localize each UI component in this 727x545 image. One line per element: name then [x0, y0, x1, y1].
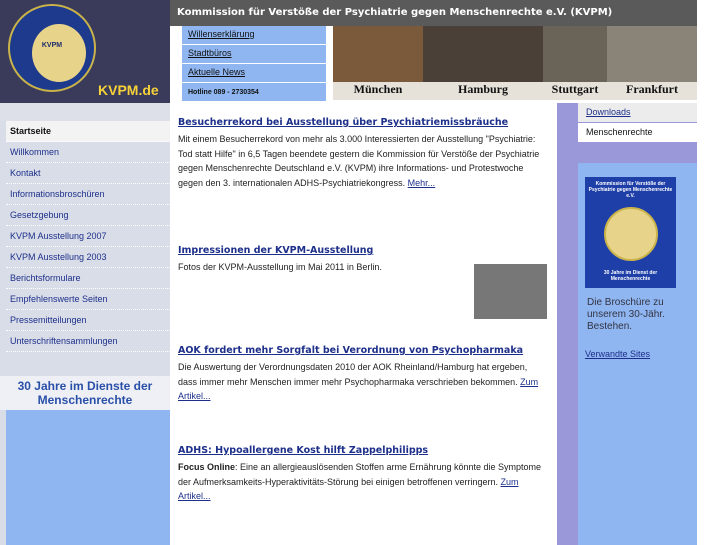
brochure-cover[interactable] — [585, 177, 676, 288]
nav-item-willkommen[interactable]: Willkommen — [6, 142, 170, 163]
brochure-bottom-text: 30 Jahre im Dienst der Menschenrechte — [603, 270, 658, 282]
photo-frankfurt — [607, 26, 697, 82]
brochure-top-text: Kommission für Verstöße der Psychiatrie gegen Menschenrechte e.V. — [588, 181, 673, 199]
nav-item-informationsbroschueren[interactable]: Informationsbroschüren — [6, 184, 170, 205]
top-link-aktuelle-news[interactable]: Aktuelle News — [182, 64, 326, 83]
hotline: Hotline 089 - 2730354 — [188, 89, 259, 96]
photo-muenchen — [333, 26, 423, 82]
nav-item-unterschriftensammlungen[interactable]: Unterschriftensammlungen — [6, 331, 170, 352]
article-text: Mit einem Besucherrekord von mehr als 3.000 Interessierten der Ausstellung "Psychiatrie: Tod statt Hilfe" in 6,5 Tagen beendete gestern die Kommission für Verstöße der Psychiatrie gegen Menschenrechte Deutschland e.V. (KVPM) ihre Informations- und Protestwoche gegen den 3. internationalen ADHS-Psychiatriekongress. — [178, 134, 540, 188]
anniversary-banner: 30 Jahre im Dienste der Menschenrechte — [0, 376, 170, 410]
article-text: Die Auswertung der Verordnungsdaten 2010 der AOK Rheinland/Hamburg hat ergeben, dass immer mehr Menschen immer mehr Psychopharmaka verschrieben bekommen. — [178, 362, 528, 387]
nav-item-gesetzgebung[interactable]: Gesetzgebung — [6, 205, 170, 226]
article-title[interactable]: ADHS: Hypoallergene Kost hilft Zappelphilipps — [178, 445, 429, 456]
far-right-strip — [697, 103, 727, 545]
nav-item-berichtsformulare[interactable]: Berichtsformulare — [6, 268, 170, 289]
nav-item-kontakt[interactable]: Kontakt — [6, 163, 170, 184]
right-links — [578, 103, 697, 143]
top-link-willenserklaerung[interactable]: Willenserklärung — [182, 26, 326, 45]
seal-text: KVPM — [41, 42, 63, 49]
seal-scales-icon — [32, 24, 86, 82]
article-aok — [178, 345, 548, 404]
article-source: Focus Online — [178, 462, 236, 472]
nav-item-ausstellung-2007[interactable]: KVPM Ausstellung 2007 — [6, 226, 170, 247]
city-muenchen[interactable]: München — [333, 82, 423, 100]
city-photos-banner — [333, 26, 697, 100]
left-top-band — [0, 103, 170, 121]
related-sites-link[interactable]: Verwandte Sites — [585, 349, 651, 359]
top-links — [182, 26, 326, 101]
menschenrechte-link[interactable]: Menschenrechte — [578, 123, 697, 143]
city-stuttgart[interactable]: Stuttgart — [543, 82, 607, 100]
exhibition-photo[interactable] — [474, 264, 547, 319]
article-adhs — [178, 445, 548, 504]
read-more-link[interactable]: Zum Artikel... — [178, 376, 539, 401]
nav-item-pressemitteilungen[interactable]: Pressemitteilungen — [6, 310, 170, 331]
nav-item-empfehlenswerte-seiten[interactable]: Empfehlenswerte Seiten — [6, 289, 170, 310]
site-name: KVPM.de — [98, 82, 159, 98]
logo-area — [0, 0, 170, 103]
downloads-link[interactable]: Downloads — [578, 103, 697, 123]
article-besucherrekord — [178, 117, 548, 190]
photo-stuttgart — [543, 26, 607, 82]
header-right-strip — [697, 0, 727, 103]
article-body — [178, 132, 548, 190]
brochure-seal-icon — [604, 207, 658, 261]
article-text: Fotos der KVPM-Ausstellung im Mai 2011 in Berlin. — [178, 262, 382, 272]
site-title: Kommission für Verstöße der Psychiatrie gegen Menschenrechte e.V. (KVPM) — [170, 0, 697, 26]
read-more-link[interactable]: Mehr... — [407, 177, 436, 188]
article-text: : Eine an allergieauslösenden Stoffen arme Ernährung könnte die Symptome der Aufmerksamkeits-Hyperaktivitäts-Störung bei einigen betroffenen verringern. — [178, 462, 542, 487]
city-hamburg[interactable]: Hamburg — [423, 82, 543, 100]
nav-item-ausstellung-2003[interactable]: KVPM Ausstellung 2003 — [6, 247, 170, 268]
read-more-link[interactable]: Zum Artikel... — [178, 476, 519, 501]
article-body — [178, 460, 548, 504]
article-title[interactable]: AOK fordert mehr Sorgfalt bei Verordnung von Psychopharmaka — [178, 345, 524, 356]
article-title[interactable]: Besucherrekord bei Ausstellung über Psychiatriemissbräuche — [178, 117, 509, 128]
main-nav — [6, 121, 170, 352]
left-bottom-panel — [6, 410, 170, 545]
article-body — [178, 360, 548, 404]
article-title[interactable]: Impressionen der KVPM-Ausstellung — [178, 245, 374, 256]
nav-item-startseite[interactable]: Startseite — [6, 121, 170, 142]
city-frankfurt[interactable]: Frankfurt — [607, 82, 697, 100]
top-link-stadtbueros[interactable]: Stadtbüros — [182, 45, 326, 64]
kvpm-seal-logo[interactable] — [8, 4, 96, 92]
brochure-caption: Die Broschüre zu unserem 30-Jähr. Bestehen. — [587, 297, 665, 332]
photo-hamburg — [423, 26, 543, 82]
